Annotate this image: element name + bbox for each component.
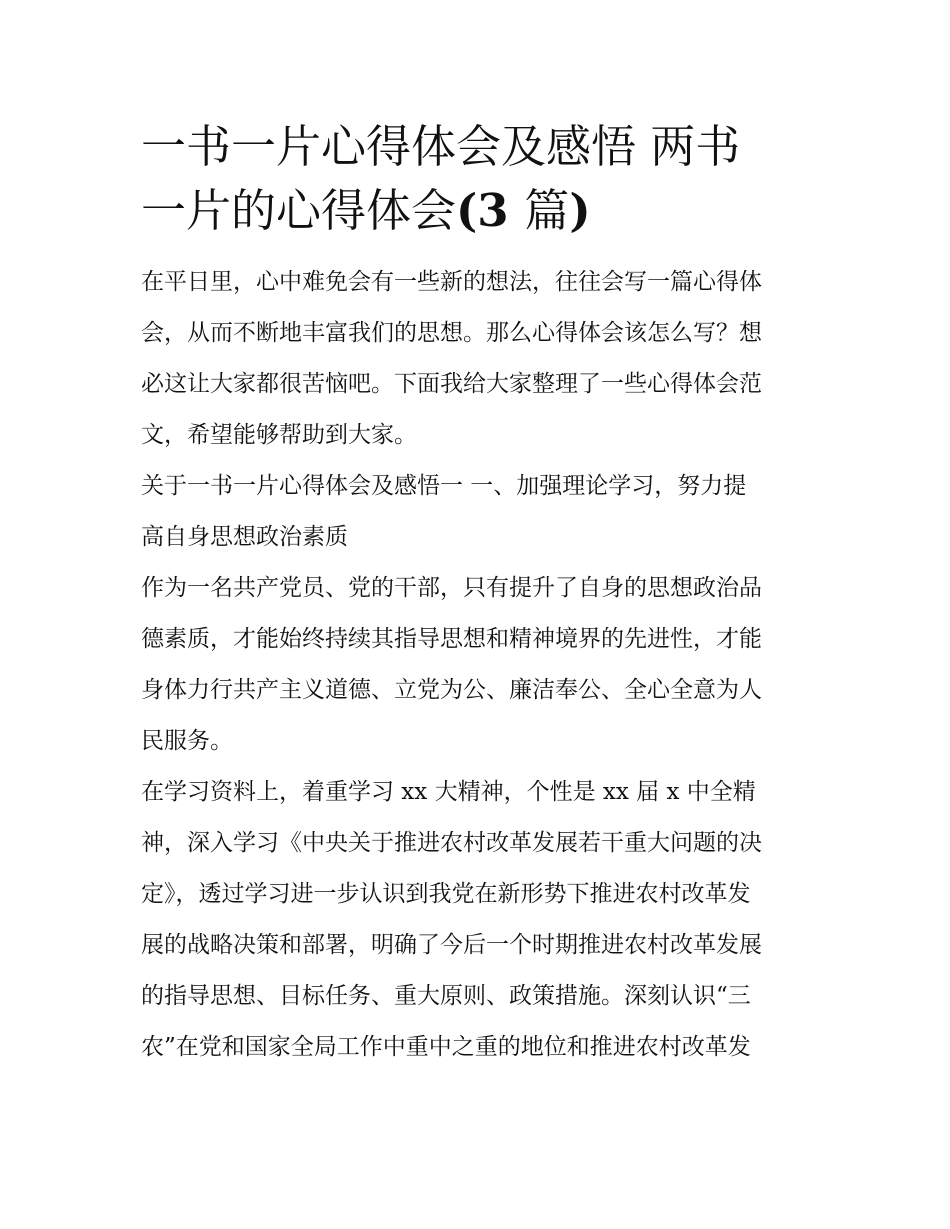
body-line: 展的战略决策和部署，明确了今后一个时期推进农村改革发展 (141, 932, 762, 958)
body-line: 民服务。 (141, 728, 233, 754)
body-line: 必这让大家都很苦恼吧。下面我给大家整理了一些心得体会范 (141, 371, 762, 397)
title-line-2-count: (3 (456, 184, 525, 237)
title-line-2-mid: 篇 (524, 184, 570, 237)
body-line: 在学习资料上，着重学习 xx 大精神，个性是 xx 届 x 中全精 (141, 779, 756, 805)
title-line-2-prefix: 一片的心得体会 (141, 184, 457, 237)
document-body (141, 257, 813, 1073)
body-line: 在平日里，心中难免会有一些新的想法，往往会写一篇心得体 (141, 269, 762, 295)
body-line: 关于一书一片心得体会及感悟一 一、加强理论学习，努力提 (141, 473, 747, 499)
body-line: 德素质，才能始终持续其指导思想和精神境界的先进性，才能 (141, 626, 762, 652)
document-title (141, 115, 813, 243)
body-line: 会，从而不断地丰富我们的思想。那么心得体会该怎么写？想 (141, 320, 762, 346)
body-line: 神，深入学习《中央关于推进农村改革发展若干重大问题的决 (141, 830, 762, 856)
document-content (141, 115, 813, 1073)
body-line: 的指导思想、目标任务、重大原则、政策措施。深刻认识“三 (141, 983, 751, 1009)
body-line: 文，希望能够帮助到大家。 (141, 422, 417, 448)
body-line: 身体力行共产主义道德、立党为公、廉洁奉公、全心全意为人 (141, 677, 762, 703)
body-line: 高自身思想政治素质 (141, 524, 348, 550)
body-line: 农”在党和国家全局工作中重中之重的地位和推进农村改革发 (141, 1034, 751, 1060)
body-line: 定》，透过学习进一步认识到我党在新形势下推进农村改革发 (141, 881, 751, 907)
title-line-1: 一书一片心得体会及感悟 两书 (141, 120, 741, 173)
title-line-2-end: ) (569, 184, 591, 237)
title-line-2 (141, 179, 813, 243)
body-line: 作为一名共产党员、党的干部，只有提升了自身的思想政治品 (141, 575, 762, 601)
